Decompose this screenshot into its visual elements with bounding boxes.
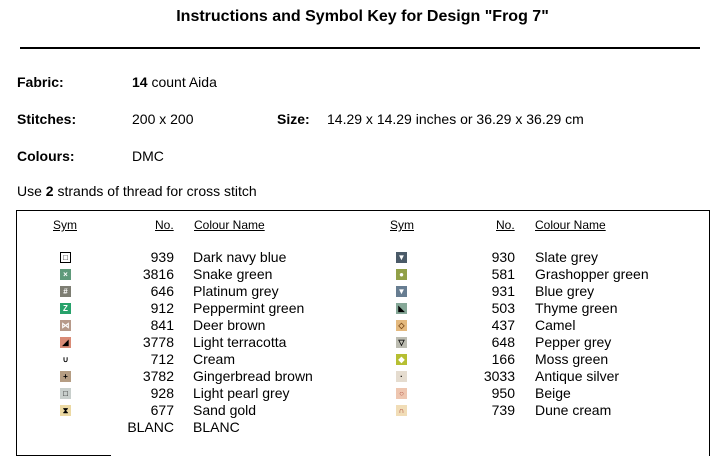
symbol-swatch-icon: □ [60, 388, 71, 399]
colour-row [0, 300, 725, 317]
dmc-number: 931 [491, 283, 515, 299]
colour-name: Sand gold [193, 402, 257, 418]
size-value: 14.29 x 14.29 inches or 36.29 x 36.29 cm [327, 111, 584, 127]
symbol-swatch-icon: □ [60, 252, 71, 263]
symbol-swatch-icon: ▼ [397, 287, 406, 296]
colours-value: DMC [132, 148, 164, 164]
colour-row [0, 334, 725, 351]
title-divider [20, 47, 700, 49]
symbol-swatch-icon: Z [60, 303, 71, 314]
sym-header-left: Sym [53, 218, 77, 232]
dmc-number: 712 [150, 351, 174, 367]
dmc-number: 503 [491, 300, 515, 316]
colour-name: Slate grey [535, 249, 599, 265]
colour-name: Pepper grey [535, 334, 612, 350]
colour-name: Dark navy blue [193, 249, 287, 265]
dmc-number: 3816 [142, 266, 174, 282]
fabric-value [132, 74, 217, 90]
sym-header-right: Sym [390, 218, 414, 232]
dmc-number: 930 [491, 249, 515, 265]
strand-count: 2 [45, 183, 54, 199]
colour-name: Deer brown [193, 317, 266, 333]
colour-row [0, 402, 725, 419]
symbol-swatch-icon: ∪ [60, 354, 71, 365]
instructions-post: strands of thread for cross stitch [53, 183, 257, 199]
symbol-swatch-icon: + [60, 371, 71, 382]
page-title: Instructions and Symbol Key for Design "Frog 7" [176, 8, 549, 25]
symbol-swatch-icon: ▼ [397, 253, 406, 262]
fabric-count: 14 [132, 74, 148, 90]
dmc-number: 581 [491, 266, 515, 282]
colour-name: Gingerbread brown [193, 368, 313, 384]
dmc-number: 950 [491, 385, 515, 401]
symbol-swatch-icon: ⋈ [61, 321, 70, 330]
dmc-number: 739 [491, 402, 515, 418]
stitches-label: Stitches: [17, 111, 77, 127]
stitches-value: 200 x 200 [132, 111, 194, 127]
colour-row [0, 419, 725, 436]
no-header-left: No. [155, 218, 174, 232]
fabric-type: count Aida [147, 74, 217, 90]
symbol-swatch-icon [60, 422, 71, 433]
dmc-number: 939 [150, 249, 174, 265]
symbol-swatch-icon: · [396, 371, 407, 382]
colour-name: Blue grey [535, 283, 595, 299]
colour-name: Snake green [193, 266, 273, 282]
symbol-swatch-icon: ◆ [396, 354, 407, 365]
key-bottom-line [16, 455, 111, 456]
instructions-text [17, 183, 257, 199]
symbol-swatch-icon: ▽ [396, 337, 407, 348]
colour-row [0, 266, 725, 283]
colour-row [0, 351, 725, 368]
symbol-swatch-icon: ⧗ [60, 405, 71, 416]
dmc-number: BLANC [127, 419, 174, 435]
colour-name: Light terracotta [193, 334, 287, 350]
symbol-swatch-icon: # [60, 286, 71, 297]
colour-name-header-right: Colour Name [535, 218, 606, 232]
colour-row [0, 368, 725, 385]
instructions-pre: Use [17, 183, 46, 199]
dmc-number: 3778 [142, 334, 174, 350]
symbol-swatch-icon: ◇ [396, 320, 407, 331]
colour-name: Beige [535, 385, 571, 401]
symbol-swatch-icon: ◣ [396, 303, 407, 314]
dmc-number: 841 [150, 317, 174, 333]
dmc-number: 648 [491, 334, 515, 350]
dmc-number: 166 [491, 351, 515, 367]
colour-row [0, 249, 725, 266]
size-label: Size: [277, 111, 310, 127]
colour-name: Platinum grey [193, 283, 279, 299]
colour-name: Antique silver [535, 368, 620, 384]
colour-name: Thyme green [535, 300, 618, 316]
colour-name: Cream [193, 351, 236, 367]
symbol-swatch-icon: ◢ [60, 337, 71, 348]
colour-row [0, 283, 725, 300]
symbol-swatch-icon: ∩ [396, 405, 407, 416]
colours-label: Colours: [17, 148, 75, 164]
colour-name: Light pearl grey [193, 385, 290, 401]
colour-name: Dune cream [535, 402, 612, 418]
colour-name: BLANC [193, 419, 240, 435]
colour-row [0, 317, 725, 334]
fabric-label: Fabric: [17, 74, 64, 90]
symbol-swatch-icon: × [60, 269, 71, 280]
dmc-number: 928 [150, 385, 174, 401]
dmc-number: 3782 [142, 368, 174, 384]
colour-name: Moss green [535, 351, 609, 367]
symbol-swatch-icon: ● [396, 269, 407, 280]
colour-name: Grashopper green [535, 266, 649, 282]
colour-name-header-left: Colour Name [194, 218, 265, 232]
colour-row [0, 385, 725, 402]
dmc-number: 912 [150, 300, 174, 316]
dmc-number: 3033 [483, 368, 515, 384]
dmc-number: 646 [150, 283, 174, 299]
no-header-right: No. [496, 218, 515, 232]
colour-name: Peppermint green [193, 300, 305, 316]
dmc-number: 677 [150, 402, 174, 418]
colour-name: Camel [535, 317, 576, 333]
symbol-swatch-icon: ○ [396, 388, 407, 399]
dmc-number: 437 [491, 317, 515, 333]
